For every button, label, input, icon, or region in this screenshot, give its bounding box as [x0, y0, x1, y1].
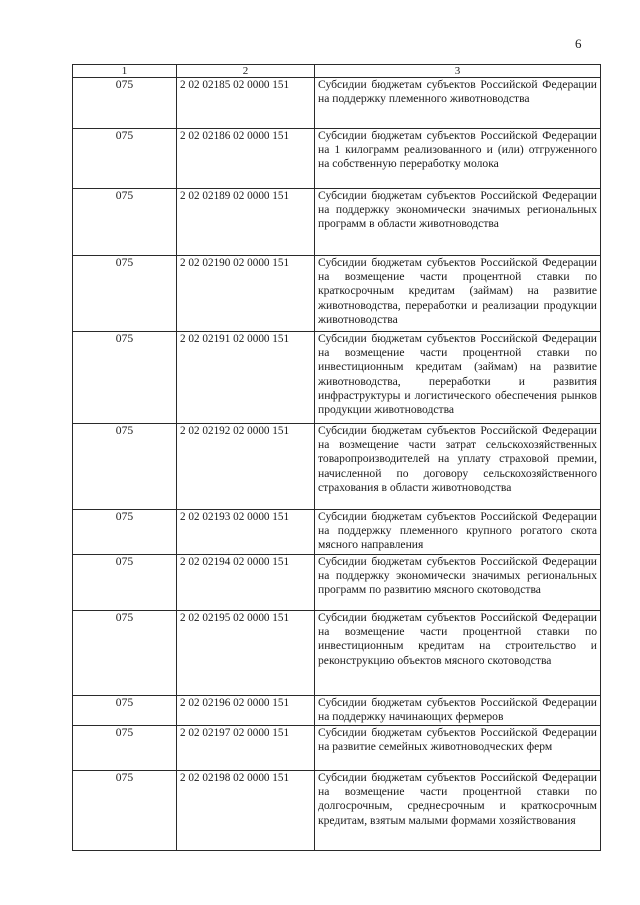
table-row: [73, 332, 601, 424]
row-budget-code: 2 02 02189 02 0000 151: [177, 189, 315, 256]
row-code: 075: [73, 611, 177, 696]
table-row: [73, 424, 601, 510]
table-row: [73, 726, 601, 771]
row-code: 075: [73, 696, 177, 726]
table-header-row: [73, 65, 601, 78]
row-budget-code: 2 02 02196 02 0000 151: [177, 696, 315, 726]
page-number: 6: [575, 36, 582, 51]
table-row: [73, 611, 601, 696]
table-row: [73, 129, 601, 189]
table-row: [73, 256, 601, 332]
row-budget-code: 2 02 02197 02 0000 151: [177, 726, 315, 771]
row-code: 075: [73, 771, 177, 851]
row-code: 075: [73, 256, 177, 332]
row-budget-code: 2 02 02185 02 0000 151: [177, 78, 315, 129]
table-row: [73, 78, 601, 129]
row-description: Субсидии бюджетам субъектов Российской Федерации на поддержку племенного крупного рогатого скота мясного направления: [315, 510, 601, 555]
row-code: 075: [73, 129, 177, 189]
table-row: [73, 696, 601, 726]
row-budget-code: 2 02 02191 02 0000 151: [177, 332, 315, 424]
row-budget-code: 2 02 02186 02 0000 151: [177, 129, 315, 189]
row-description: Субсидии бюджетам субъектов Российской Федерации на поддержку начинающих фермеров: [315, 696, 601, 726]
row-code: 075: [73, 555, 177, 611]
row-description: Субсидии бюджетам субъектов Российской Федерации на возмещение части процентной ставки по краткосрочным кредитам (займам) на развитие животноводства, переработки и реализации продукции животноводства: [315, 256, 601, 332]
row-description: Субсидии бюджетам субъектов Российской Федерации на возмещение части процентной ставки по инвестиционным кредитам на строительство и реконструкцию объектов мясного скотоводства: [315, 611, 601, 696]
row-description: Субсидии бюджетам субъектов Российской Федерации на поддержку экономически значимых региональных программ в области животноводства: [315, 189, 601, 256]
table-row: [73, 771, 601, 851]
row-description: Субсидии бюджетам субъектов Российской Федерации на поддержку экономически значимых региональных программ по развитию мясного скотоводства: [315, 555, 601, 611]
row-description: Субсидии бюджетам субъектов Российской Федерации на поддержку племенного животноводства: [315, 78, 601, 129]
row-description: Субсидии бюджетам субъектов Российской Федерации на развитие семейных животноводческих ферм: [315, 726, 601, 771]
row-code: 075: [73, 332, 177, 424]
row-budget-code: 2 02 02193 02 0000 151: [177, 510, 315, 555]
row-code: 075: [73, 189, 177, 256]
row-budget-code: 2 02 02190 02 0000 151: [177, 256, 315, 332]
budget-codes-table: [72, 64, 601, 851]
row-code: 075: [73, 510, 177, 555]
row-description: Субсидии бюджетам субъектов Российской Федерации на возмещение части процентной ставки по долгосрочным, среднесрочным и краткосрочным кредитам, взятым малыми формами хозяйствования: [315, 771, 601, 851]
row-description: Субсидии бюджетам субъектов Российской Федерации на возмещение части процентной ставки по инвестиционным кредитам (займам) на развитие животноводства, переработки и развития инфраструктуры и логистического обеспечения рынков продукции животноводства: [315, 332, 601, 424]
table-row: [73, 189, 601, 256]
row-budget-code: 2 02 02195 02 0000 151: [177, 611, 315, 696]
table-row: [73, 510, 601, 555]
row-description: Субсидии бюджетам субъектов Российской Федерации на возмещение части затрат сельскохозяйственных товаропроизводителей на уплату страховой премии, начисленной по договору сельскохозяйственного страхования в области животноводства: [315, 424, 601, 510]
row-budget-code: 2 02 02198 02 0000 151: [177, 771, 315, 851]
row-code: 075: [73, 424, 177, 510]
row-budget-code: 2 02 02194 02 0000 151: [177, 555, 315, 611]
column-header-1: 1: [73, 65, 177, 78]
row-budget-code: 2 02 02192 02 0000 151: [177, 424, 315, 510]
row-code: 075: [73, 726, 177, 771]
row-code: 075: [73, 78, 177, 129]
row-description: Субсидии бюджетам субъектов Российской Федерации на 1 килограмм реализованного и (или) отгруженного на собственную переработку молока: [315, 129, 601, 189]
column-header-2: 2: [177, 65, 315, 78]
column-header-3: 3: [315, 65, 601, 78]
table-row: [73, 555, 601, 611]
